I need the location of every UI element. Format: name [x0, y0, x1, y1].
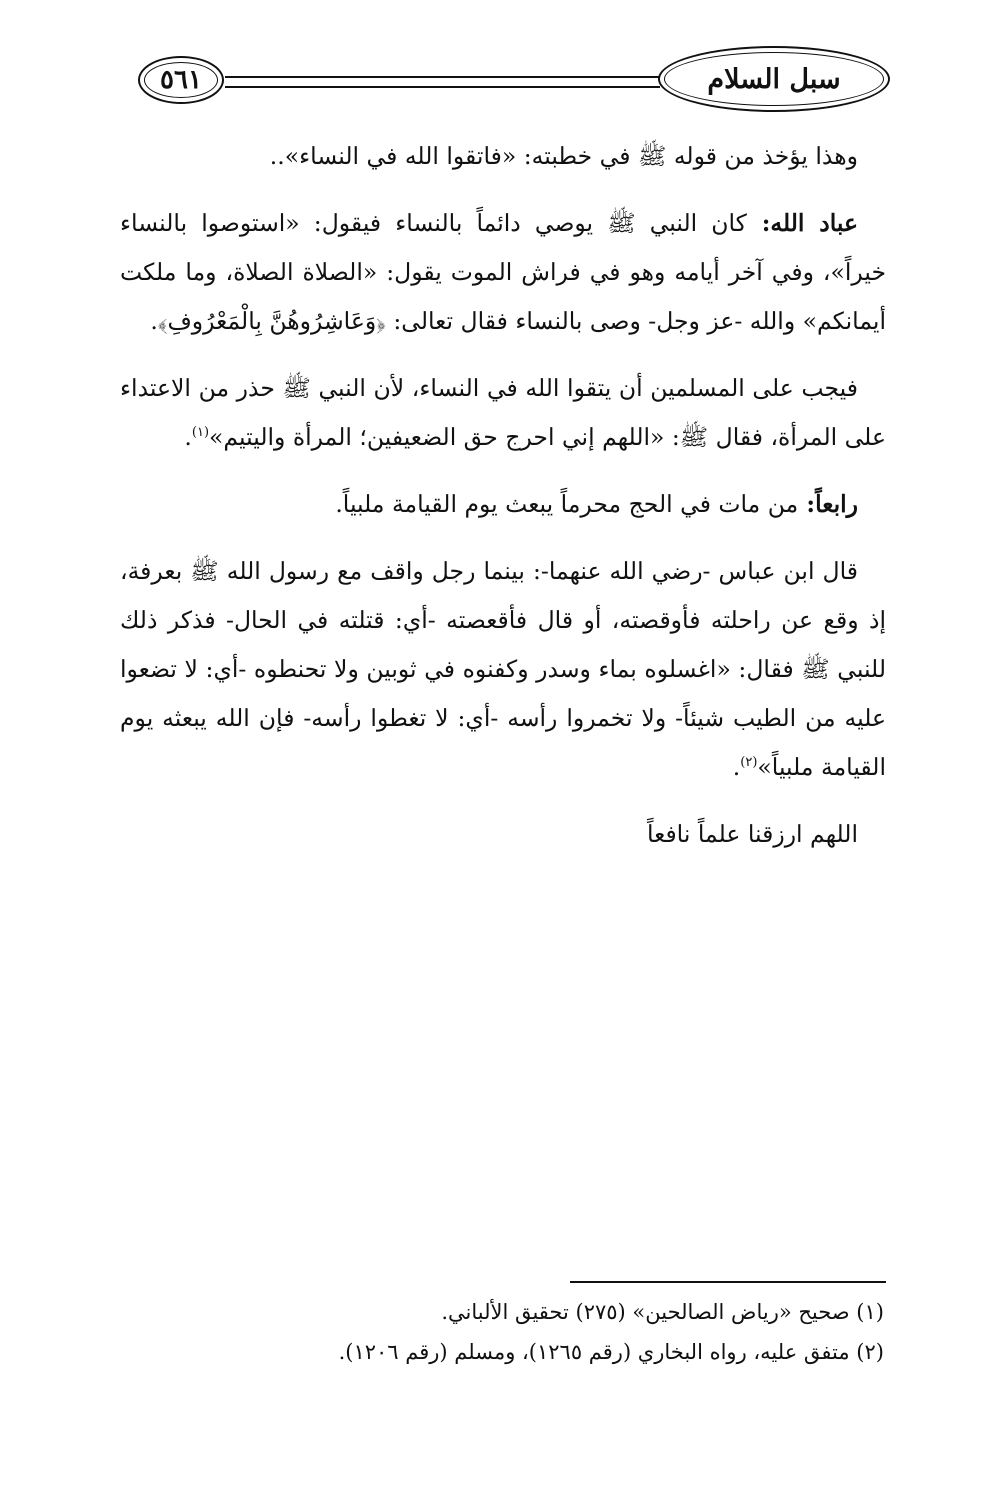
main-text: [120, 132, 886, 877]
paragraph-text: وهذا يؤخذ من قوله ﷺ في خطبته: «فاتقوا الله في النساء».: [277, 142, 858, 170]
paragraph-text: من مات في الحج محرماً يبعث يوم القيامة ملبياً.: [335, 490, 799, 518]
paragraph-text: قال ابن عباس -رضي الله عنهما-: بينما رجل واقف مع رسول الله ﷺ بعرفة، إذ وقع عن راحلته فأوقصته، أو قال فأقعصته -أي: قتلته في الحال- فذكر ذلك للنبي ﷺ فقال: «اغسلوه بماء وسدر وكفنوه في ثوبين ولا تحنطوه -أي: لا تضعوا عليه من الطيب شيئاً- ولا تخمروا رأسه -أي: لا تغطوا رأسه- فإن الله يبعثه يوم القيامة ملبياً»: [120, 557, 886, 781]
paragraph-text: اللهم ارزقنا علماً نافعاً: [646, 820, 858, 848]
paragraph-lead: رابعاً:: [798, 490, 858, 518]
footnote-separator: [570, 1281, 886, 1283]
paragraph-3: فيجب على المسلمين أن يتقوا الله في النساء، لأن النبي ﷺ حذر من الاعتداء على المرأة، فقال ﷺ: «اللهم إني احرج حق الضعيفين؛ المرأة واليتيم»$^{(١)}$.: [120, 374, 886, 451]
page-number-cartouche: [138, 56, 224, 104]
paragraph-6: [120, 810, 886, 859]
paragraph-lead: عباد الله:: [746, 209, 858, 237]
running-title: سبل السلام: [707, 63, 841, 95]
header-double-rule: [225, 76, 660, 88]
paragraph-text: كان النبي ﷺ يوصي دائماً بالنساء فيقول: «استوصوا بالنساء خيراً»، وفي آخر أيامه وهو في فراش الموت يقول: «الصلاة الصلاة، وما ملكت أيمانكم» والله -عز وجل- وصى بالنساء فقال تعالى: ﴿وَعَاشِرُوهُنَّ بِالْمَعْرُوفِ﴾.: [120, 209, 886, 335]
footnote-1: (١) صحيح «رياض الصالحين» (٢٧٥) تحقيق الألباني.: [441, 1300, 884, 1324]
running-header: [130, 40, 890, 120]
paragraph-text: فيجب على المسلمين أن يتقوا الله في النساء، لأن النبي ﷺ حذر من الاعتداء على المرأة، فقال ﷺ: «اللهم إني احرج حق الضعيفين؛ المرأة واليتيم»: [120, 374, 886, 451]
footnote-marker-2: (٢): [740, 755, 758, 771]
page-number: ٥٦١: [160, 65, 202, 95]
footnote-marker-1: (١): [191, 425, 210, 441]
paragraph-5: قال ابن عباس -رضي الله عنهما-: بينما رجل واقف مع رسول الله ﷺ بعرفة، إذ وقع عن راحلته فأوقصته، أو قال فأقعصته -أي: قتلته في الحال- فذكر ذلك للنبي ﷺ فقال: «اغسلوه بماء وسدر وكفنوه في ثوبين ولا تحنطوه -أي: لا تضعوا عليه من الطيب شيئاً- ولا تخمروا رأسه -أي: لا تغطوا رأسه- فإن الله يبعثه يوم القيامة ملبياً»$^{(٢)}$.: [120, 557, 886, 781]
paragraph-4: [120, 480, 886, 529]
running-title-cartouche: [658, 46, 890, 112]
paragraph-2: [120, 199, 886, 346]
footnotes: [124, 1292, 884, 1372]
footnote-2: (٢) متفق عليه، رواه البخاري (رقم ١٢٦٥)، ومسلم (رقم ١٢٠٦).: [338, 1340, 884, 1364]
paragraph-1: وهذا يؤخذ من قوله ﷺ في خطبته: «فاتقوا الله في النساء»..: [269, 142, 858, 170]
